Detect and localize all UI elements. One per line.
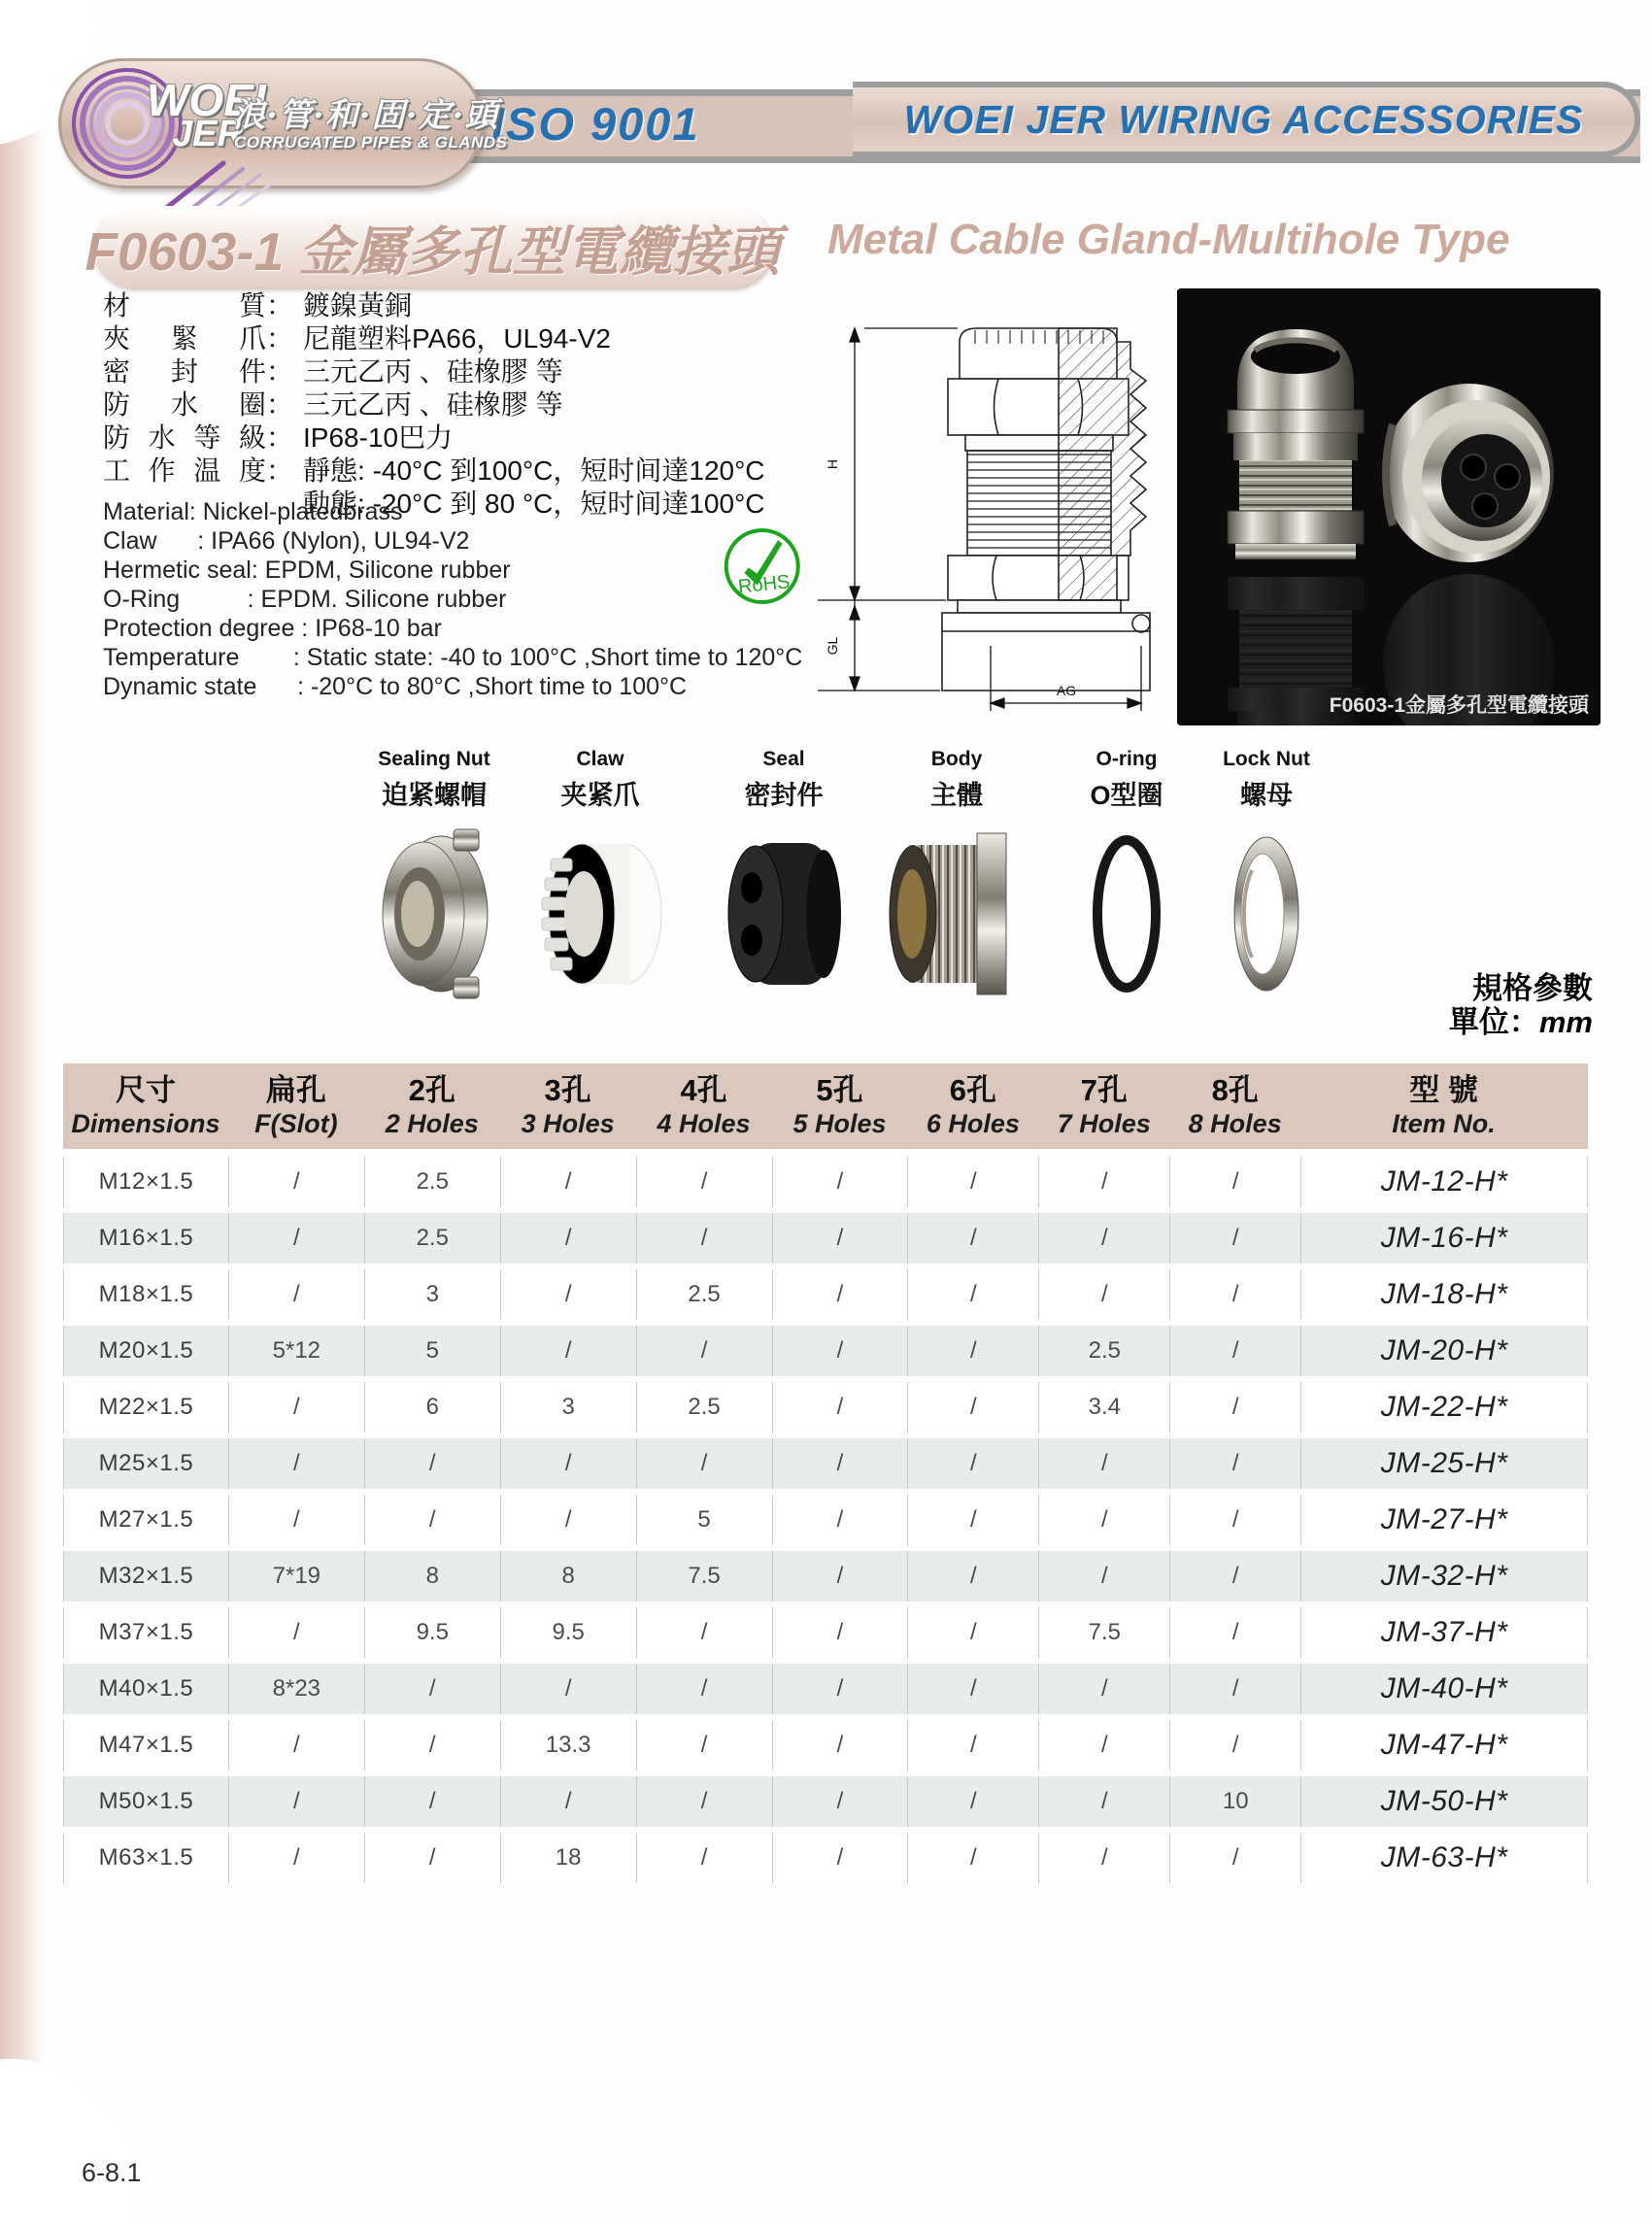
table-cell: / bbox=[229, 1495, 365, 1545]
table-cell: 8 bbox=[501, 1551, 637, 1601]
table-cell: / bbox=[501, 1495, 637, 1545]
table-cell: / bbox=[908, 1438, 1039, 1489]
table-cell: / bbox=[773, 1607, 909, 1658]
table-cell: / bbox=[229, 1833, 365, 1883]
component-seal bbox=[701, 748, 866, 1011]
table-cell: / bbox=[1170, 1551, 1301, 1601]
table-cell: M20×1.5 bbox=[64, 1326, 229, 1376]
table-cell: M12×1.5 bbox=[64, 1157, 229, 1207]
table-cell: / bbox=[1170, 1269, 1301, 1320]
table-cell: / bbox=[229, 1213, 365, 1264]
component-label-zh: 主體 bbox=[930, 781, 983, 810]
rohs-label: RoHS bbox=[737, 571, 792, 598]
table-cell: / bbox=[365, 1833, 501, 1883]
table-cell: / bbox=[501, 1326, 637, 1376]
table-row bbox=[63, 1157, 1588, 1207]
product-photo bbox=[1177, 288, 1601, 725]
table-cell: JM-63-H* bbox=[1301, 1833, 1588, 1883]
table-cell: / bbox=[773, 1664, 909, 1714]
table-row bbox=[63, 1833, 1588, 1883]
table-cell: 2.5 bbox=[637, 1382, 773, 1433]
table-cell: / bbox=[1170, 1326, 1301, 1376]
gland-side-view bbox=[1228, 329, 1364, 559]
table-cell: / bbox=[637, 1157, 773, 1207]
table-cell: M50×1.5 bbox=[64, 1776, 229, 1827]
table-cell: / bbox=[229, 1269, 365, 1320]
column-header: 6孔 6 Holes bbox=[926, 1073, 1020, 1138]
table-cell: / bbox=[1039, 1157, 1170, 1207]
table-cell: / bbox=[908, 1551, 1039, 1601]
table-row bbox=[63, 1495, 1588, 1545]
table-cell: / bbox=[637, 1720, 773, 1770]
spec-line-en: O-Ring : EPDM. Silicone rubber bbox=[103, 586, 507, 613]
table-cell: M40×1.5 bbox=[64, 1664, 229, 1714]
table-cell: 9.5 bbox=[365, 1607, 501, 1658]
table-cell: 9.5 bbox=[501, 1607, 637, 1658]
spec-line-en: Dynamic state : -20°C to 80°C ,Short time to 100°C bbox=[103, 673, 688, 700]
table-row bbox=[63, 1720, 1588, 1770]
claw-image bbox=[527, 822, 673, 1006]
table-cell: / bbox=[908, 1664, 1039, 1714]
table-cell: / bbox=[908, 1607, 1039, 1658]
table-cell: M37×1.5 bbox=[64, 1607, 229, 1658]
table-cell: / bbox=[1170, 1157, 1301, 1207]
table-cell: / bbox=[773, 1776, 909, 1827]
column-header: 7孔 7 Holes bbox=[1057, 1073, 1151, 1138]
component-label-zh: O型圈 bbox=[1090, 781, 1163, 810]
table-cell: / bbox=[908, 1720, 1039, 1770]
column-header: 尺寸 Dimensions bbox=[71, 1073, 220, 1138]
table-cell: / bbox=[637, 1607, 773, 1658]
table-cell: 2.5 bbox=[1039, 1326, 1170, 1376]
spec-line-en: Protection degree : IP68-10 bar bbox=[103, 615, 442, 642]
table-cell: 8 bbox=[365, 1551, 501, 1601]
technical-drawing bbox=[573, 311, 1175, 724]
table-cell: JM-20-H* bbox=[1301, 1326, 1588, 1376]
table-cell: JM-27-H* bbox=[1301, 1495, 1588, 1545]
table-cell: JM-47-H* bbox=[1301, 1720, 1588, 1770]
table-cell: JM-50-H* bbox=[1301, 1776, 1588, 1827]
spec-line-zh: 動態: -20°C 到 80 °C，短时间達100°C bbox=[303, 489, 765, 519]
body-image bbox=[884, 822, 1029, 1006]
table-cell: / bbox=[1039, 1213, 1170, 1264]
table-cell: / bbox=[773, 1495, 909, 1545]
table-cell: 7.5 bbox=[1039, 1607, 1170, 1658]
component-label-en: Claw bbox=[576, 748, 624, 770]
table-cell: 2.5 bbox=[365, 1157, 501, 1207]
table-cell: M25×1.5 bbox=[64, 1438, 229, 1489]
spec-table bbox=[63, 1063, 1588, 1889]
table-cell: / bbox=[229, 1776, 365, 1827]
column-header: 8孔 8 Holes bbox=[1188, 1073, 1282, 1138]
table-row bbox=[63, 1326, 1588, 1376]
table-cell: 2.5 bbox=[365, 1213, 501, 1264]
table-cell: / bbox=[908, 1157, 1039, 1207]
table-cell: 7.5 bbox=[637, 1551, 773, 1601]
table-cell: / bbox=[365, 1664, 501, 1714]
spec-line-en: Temperature : Static state: -40 to 100°C ,Short time to 120°C bbox=[103, 644, 803, 671]
component-claw bbox=[518, 748, 683, 1011]
table-cell: / bbox=[637, 1438, 773, 1489]
table-cell: / bbox=[365, 1495, 501, 1545]
table-cell: / bbox=[1170, 1607, 1301, 1658]
table-cell: / bbox=[229, 1720, 365, 1770]
table-cell: M32×1.5 bbox=[64, 1551, 229, 1601]
o-ring-image bbox=[1054, 822, 1199, 1006]
table-cell: / bbox=[1170, 1720, 1301, 1770]
product-code-title: F0603-1 金屬多孔型電纜接頭 bbox=[92, 206, 772, 287]
product-title-en: Metal Cable Gland-Multihole Type bbox=[827, 216, 1510, 263]
spec-note-title: 規格參數 bbox=[1472, 971, 1593, 1005]
table-cell: 5 bbox=[637, 1495, 773, 1545]
table-cell: / bbox=[1039, 1664, 1170, 1714]
column-header: 5孔 5 Holes bbox=[792, 1073, 887, 1138]
table-cell: / bbox=[501, 1157, 637, 1207]
table-row bbox=[63, 1664, 1588, 1714]
table-cell: / bbox=[1039, 1269, 1170, 1320]
component-body bbox=[874, 748, 1039, 1011]
table-cell: / bbox=[908, 1495, 1039, 1545]
spec-line-zh: 材質： 鍍鎳黃銅 bbox=[103, 290, 413, 320]
dim-label-h: H bbox=[825, 458, 840, 470]
table-cell: / bbox=[637, 1776, 773, 1827]
table-row bbox=[63, 1213, 1588, 1264]
seal-image bbox=[711, 822, 857, 1006]
spec-line-en: Hermetic seal: EPDM, Silicone rubber bbox=[103, 556, 511, 584]
column-header: 4孔 4 Holes bbox=[657, 1073, 751, 1138]
spec-line-zh: 工作温度： 靜態: -40°C 到100°C，短时间達120°C bbox=[103, 455, 765, 486]
table-cell: / bbox=[1170, 1833, 1301, 1883]
table-cell: 3.4 bbox=[1039, 1382, 1170, 1433]
brand-line1: WOEI bbox=[147, 75, 266, 125]
table-cell: 2.5 bbox=[637, 1269, 773, 1320]
table-row bbox=[63, 1607, 1588, 1658]
table-cell: / bbox=[908, 1382, 1039, 1433]
table-cell: / bbox=[773, 1833, 909, 1883]
table-cell: / bbox=[229, 1157, 365, 1207]
table-cell: 8*23 bbox=[229, 1664, 365, 1714]
column-header: 3孔 3 Holes bbox=[521, 1073, 615, 1138]
table-cell: 18 bbox=[501, 1833, 637, 1883]
table-cell: 13.3 bbox=[501, 1720, 637, 1770]
iso-badge: ISO 9001 bbox=[491, 98, 700, 150]
company-banner-text: WOEI JER WIRING ACCESSORIES bbox=[903, 96, 1584, 142]
table-cell: / bbox=[501, 1213, 637, 1264]
column-header: 2孔 2 Holes bbox=[385, 1073, 479, 1138]
table-cell: JM-12-H* bbox=[1301, 1157, 1588, 1207]
table-row bbox=[63, 1269, 1588, 1320]
table-cell: M22×1.5 bbox=[64, 1382, 229, 1433]
spec-line-en: Claw : IPA66 (Nylon), UL94-V2 bbox=[103, 527, 470, 555]
table-cell: 3 bbox=[501, 1382, 637, 1433]
brand-line2: JER bbox=[172, 113, 244, 154]
table-cell: / bbox=[773, 1213, 909, 1264]
spec-table-body bbox=[63, 1157, 1588, 1889]
company-banner bbox=[853, 82, 1640, 157]
table-cell: 5*12 bbox=[229, 1326, 365, 1376]
spec-line-zh: 防水等級： IP68-10巴力 bbox=[103, 422, 454, 453]
table-cell: / bbox=[229, 1438, 365, 1489]
table-cell: / bbox=[773, 1720, 909, 1770]
table-cell: M18×1.5 bbox=[64, 1269, 229, 1320]
spec-note-unit: 單位：mm bbox=[1448, 1005, 1593, 1039]
page-number: 6-8.1 bbox=[82, 2158, 142, 2187]
table-cell: / bbox=[365, 1720, 501, 1770]
table-cell: / bbox=[1039, 1438, 1170, 1489]
table-cell: / bbox=[1170, 1438, 1301, 1489]
table-cell: / bbox=[1170, 1382, 1301, 1433]
spec-table-header bbox=[63, 1063, 1588, 1149]
spec-note bbox=[1301, 971, 1593, 1039]
table-cell: / bbox=[908, 1776, 1039, 1827]
table-cell: JM-32-H* bbox=[1301, 1551, 1588, 1601]
table-cell: JM-16-H* bbox=[1301, 1213, 1588, 1264]
table-cell: JM-22-H* bbox=[1301, 1382, 1588, 1433]
table-cell: / bbox=[1039, 1720, 1170, 1770]
table-cell: / bbox=[1170, 1213, 1301, 1264]
table-cell: / bbox=[773, 1438, 909, 1489]
dim-label-ag: AG bbox=[1056, 683, 1077, 698]
spec-line-zh: 密封件： 三元乙丙 、硅橡膠 等 bbox=[103, 356, 563, 387]
column-header: 型 號 Item No. bbox=[1300, 1073, 1588, 1139]
table-cell: JM-37-H* bbox=[1301, 1607, 1588, 1658]
component-label-en: Seal bbox=[762, 748, 805, 770]
table-cell: / bbox=[908, 1269, 1039, 1320]
table-cell: / bbox=[365, 1776, 501, 1827]
component-label-en: O-ring bbox=[1096, 748, 1158, 770]
dim-label-gl: GL bbox=[825, 636, 840, 656]
table-cell: 5 bbox=[365, 1326, 501, 1376]
table-cell: JM-40-H* bbox=[1301, 1664, 1588, 1714]
table-cell: / bbox=[773, 1326, 909, 1376]
table-cell: / bbox=[637, 1664, 773, 1714]
table-cell: 7*19 bbox=[229, 1551, 365, 1601]
table-row bbox=[63, 1382, 1588, 1433]
table-cell: / bbox=[501, 1438, 637, 1489]
component-label-en: Sealing Nut bbox=[378, 748, 490, 770]
table-cell: / bbox=[1039, 1495, 1170, 1545]
brand-tagline-en: CORRUGATED PIPES & GLANDS bbox=[234, 133, 508, 152]
table-cell: / bbox=[1039, 1551, 1170, 1601]
table-cell: / bbox=[365, 1438, 501, 1489]
table-cell: M63×1.5 bbox=[64, 1833, 229, 1883]
table-cell: / bbox=[773, 1382, 909, 1433]
table-cell: / bbox=[908, 1833, 1039, 1883]
table-cell: / bbox=[637, 1833, 773, 1883]
table-cell: 6 bbox=[365, 1382, 501, 1433]
table-cell: / bbox=[908, 1213, 1039, 1264]
component-sealing-nut bbox=[352, 748, 517, 1011]
table-cell: M16×1.5 bbox=[64, 1213, 229, 1264]
table-cell: M47×1.5 bbox=[64, 1720, 229, 1770]
table-cell: / bbox=[773, 1269, 909, 1320]
brand-tagline-zh: 浪·管·和·固·定·頭 bbox=[232, 96, 499, 135]
sealing-nut-image bbox=[361, 822, 507, 1006]
table-cell: / bbox=[637, 1213, 773, 1264]
page-edge-cut bbox=[0, 2059, 136, 2225]
table-cell: / bbox=[773, 1157, 909, 1207]
table-cell: M27×1.5 bbox=[64, 1495, 229, 1545]
table-cell: / bbox=[1170, 1664, 1301, 1714]
table-cell: / bbox=[773, 1551, 909, 1601]
table-cell: / bbox=[908, 1326, 1039, 1376]
component-label-zh: 密封件 bbox=[744, 781, 824, 810]
table-row bbox=[63, 1438, 1588, 1489]
gland-front-view bbox=[1383, 384, 1554, 562]
component-label-zh: 迫紧螺帽 bbox=[382, 781, 487, 810]
table-cell: / bbox=[501, 1269, 637, 1320]
spec-line-zh: 防水圈： 三元乙丙 、硅橡膠 等 bbox=[103, 389, 563, 420]
table-cell: 10 bbox=[1170, 1776, 1301, 1827]
spec-line-en: Material: Nickel-platedbrass bbox=[103, 498, 403, 525]
column-header: 扁孔 F(Slot) bbox=[254, 1073, 338, 1138]
table-cell: / bbox=[1170, 1495, 1301, 1545]
table-cell: / bbox=[501, 1776, 637, 1827]
page-edge-decoration bbox=[0, 0, 45, 2225]
component-label-zh: 螺母 bbox=[1240, 781, 1293, 810]
table-row bbox=[63, 1551, 1588, 1601]
table-cell: / bbox=[637, 1326, 773, 1376]
component-label-zh: 夹紧爪 bbox=[560, 781, 640, 810]
table-cell: / bbox=[1039, 1776, 1170, 1827]
table-cell: JM-18-H* bbox=[1301, 1269, 1588, 1320]
table-cell: / bbox=[229, 1382, 365, 1433]
component-label-en: Lock Nut bbox=[1223, 748, 1310, 770]
spec-line-zh: 夾緊爪： 尼龍塑料PA66，UL94-V2 bbox=[103, 323, 611, 354]
table-cell: / bbox=[229, 1607, 365, 1658]
table-cell: / bbox=[501, 1664, 637, 1714]
table-cell: JM-25-H* bbox=[1301, 1438, 1588, 1489]
table-cell: 3 bbox=[365, 1269, 501, 1320]
table-cell: / bbox=[1039, 1833, 1170, 1883]
table-row bbox=[63, 1776, 1588, 1827]
photo-caption: F0603-1金屬多孔型電纜接頭 bbox=[1329, 694, 1589, 717]
component-label-en: Body bbox=[930, 748, 983, 770]
